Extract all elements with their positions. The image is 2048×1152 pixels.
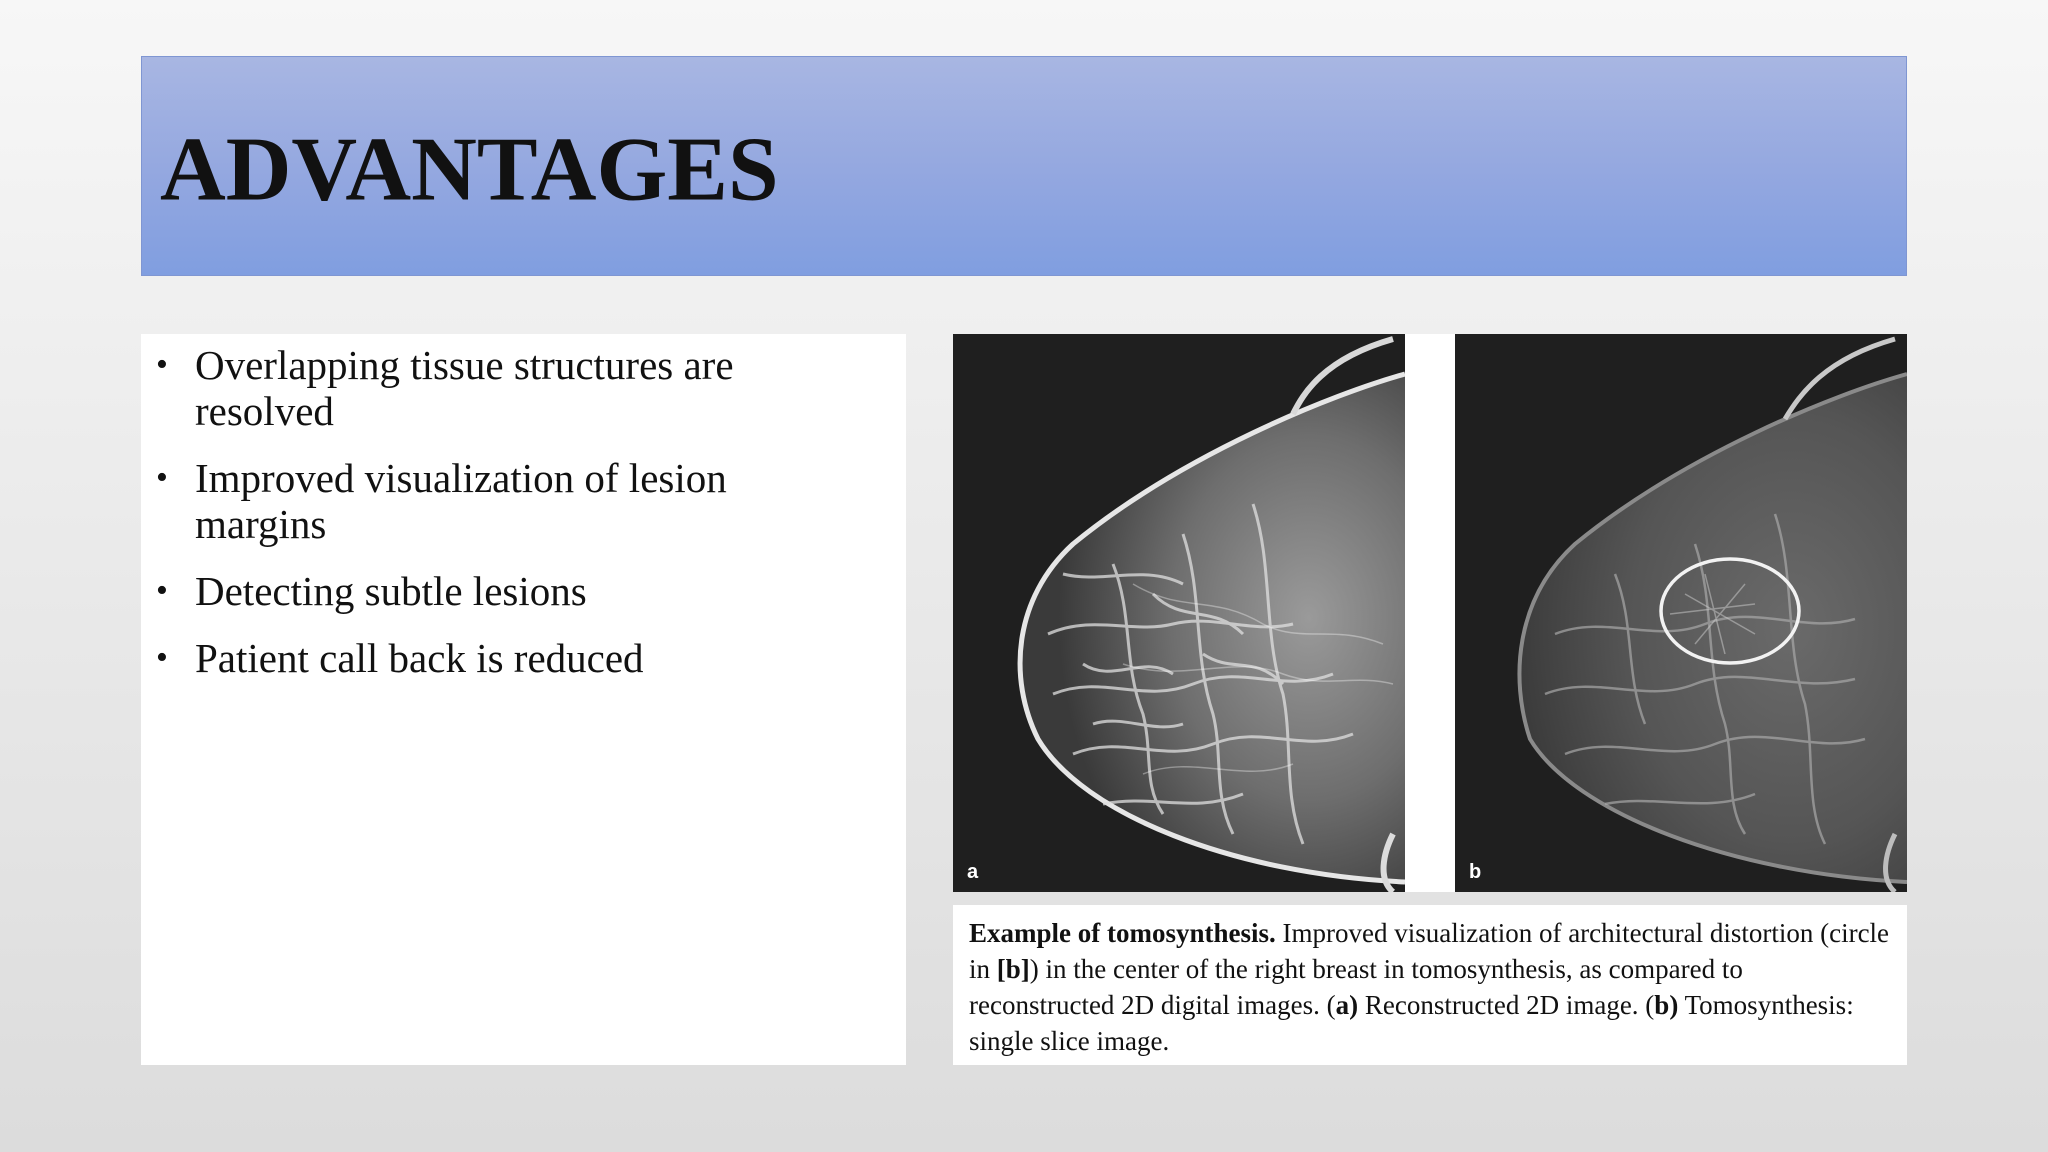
caption-b-label: b) [1654, 990, 1679, 1020]
bullet-item [141, 342, 781, 434]
panel-label-a: a [967, 861, 979, 883]
figure-caption [953, 905, 1907, 1065]
bullet-text: Overlapping tissue structures are resolved [195, 342, 734, 434]
mammogram-image-a [953, 334, 1405, 892]
bullet-panel [141, 334, 906, 1065]
breast-tomosynthesis-image [1455, 334, 1907, 892]
bullet-text: Detecting subtle lesions [195, 568, 587, 614]
bullet-text: Improved visualization of lesion margins [195, 455, 727, 547]
mammogram-image-b [1455, 334, 1907, 892]
title-bar [141, 56, 1907, 276]
bullet-dot: • [156, 572, 168, 609]
bullet-text: Patient call back is reduced [195, 635, 644, 681]
caption-ref-b: [b] [996, 954, 1030, 984]
bullet-list [141, 342, 781, 702]
caption-text: ) in the center of the right breast in tomosynthesis, as compared to reconstructed 2D digital images. ( [969, 954, 1743, 1020]
slide-title: ADVANTAGES [160, 118, 779, 220]
mammogram-figure [953, 334, 1907, 892]
bullet-item [141, 568, 781, 614]
bullet-dot: • [156, 346, 168, 383]
image-divider [1405, 334, 1455, 892]
caption-text: Reconstructed 2D image. ( [1358, 990, 1655, 1020]
caption-text: Tomosynthesis: single slice image. [969, 990, 1854, 1056]
caption-text: Improved visualization of architectural distortion (circle in [969, 918, 1890, 984]
breast-2d-image [953, 334, 1405, 892]
bullet-dot: • [156, 459, 168, 496]
panel-label-b: b [1469, 861, 1482, 883]
bullet-item [141, 635, 781, 681]
caption-lead: Example of tomosynthesis. [969, 918, 1276, 948]
bullet-dot: • [156, 639, 168, 676]
bullet-item [141, 455, 781, 547]
caption-a-label: a) [1335, 990, 1359, 1020]
